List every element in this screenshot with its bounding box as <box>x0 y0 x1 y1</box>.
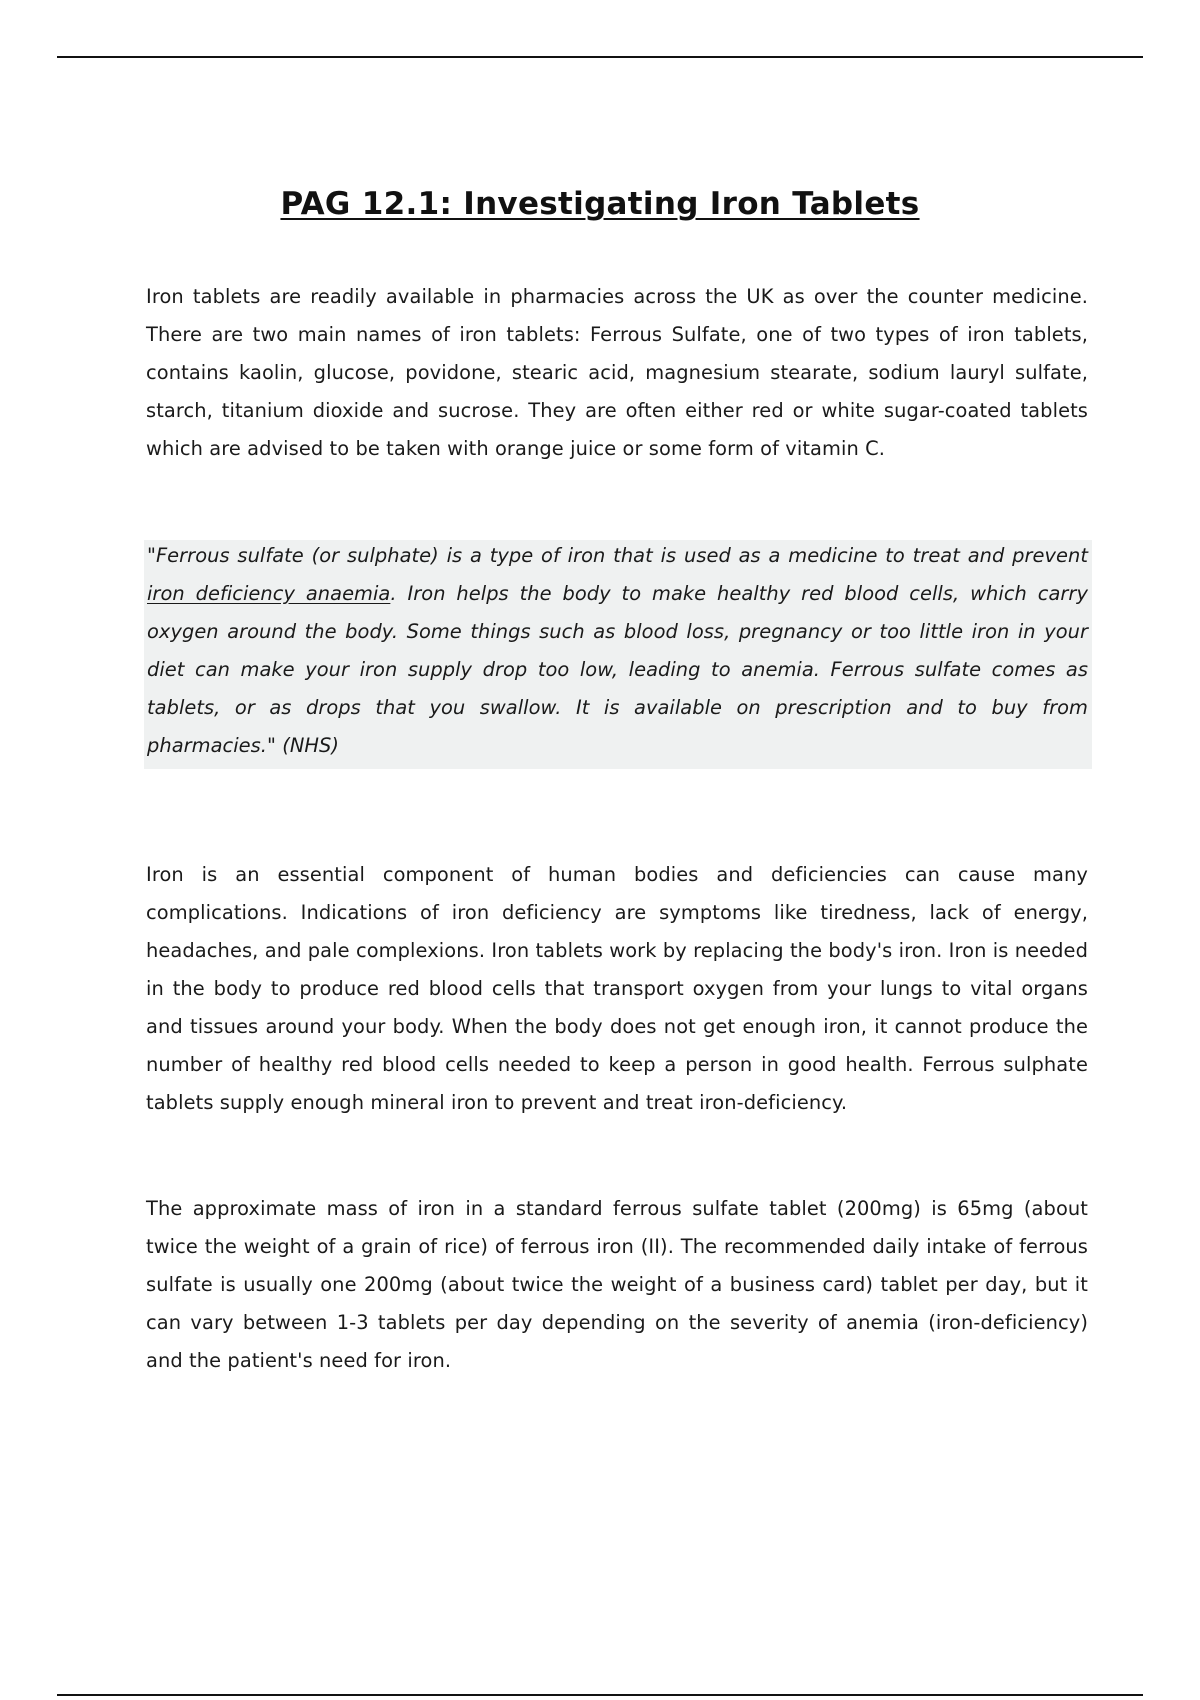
quote-text-start: "Ferrous sulfate (or sulphate) is a type of iron that is used as a medicine to treat and prevent <box>147 544 1088 567</box>
bottom-rule <box>57 1694 1143 1696</box>
intro-paragraph: Iron tablets are readily available in pharmacies across the UK as over the counter medicine. There are two main names of iron tablets: Ferrous Sulfate, one of two types of iron tablets, contains kaolin, glucose, povidone, stearic acid, magnesium stearate, sodium lauryl sulfate, starch, titanium dioxide and sucrose. They are often either red or white sugar-coated tablets which are advised to be taken with orange juice or some form of vitamin C. <box>146 285 1088 460</box>
iron-deficiency-paragraph: Iron is an essential component of human bodies and deficiencies can cause many complications. Indications of iron deficiency are symptoms like tiredness, lack of energy, headaches, and pale complexions. Iron tablets work by replacing the body's iron. Iron is needed in the body to produce red blood cells that transport oxygen from your lungs to vital organs and tissues around your body. When the body does not get enough iron, it cannot produce the number of healthy red blood cells needed to keep a person in good health. Ferrous sulphate tablets supply enough mineral iron to prevent and treat iron-deficiency. <box>146 863 1088 1114</box>
top-rule <box>57 56 1143 58</box>
nhs-quote <box>147 537 1088 765</box>
quote-text-end: . Iron helps the body to make healthy red blood cells, which carry oxygen around the body. Some things such as blood loss, pregnancy or too little iron in your diet can make your iron supply drop too low, leading to anemia. Ferrous sulfate comes as tablets, or as drops that you swallow. It is available on prescription and to buy from pharmacies." (NHS) <box>147 582 1088 757</box>
iron-deficiency-anaemia-link[interactable]: iron deficiency anaemia <box>147 582 391 605</box>
dosage-paragraph: The approximate mass of iron in a standard ferrous sulfate tablet (200mg) is 65mg (about twice the weight of a grain of rice) of ferrous iron (II). The recommended daily intake of ferrous sulfate is usually one 200mg (about twice the weight of a business card) tablet per day, but it can vary between 1-3 tablets per day depending on the severity of anemia (iron-deficiency) and the patient's need for iron. <box>146 1197 1088 1372</box>
page-title: PAG 12.1: Investigating Iron Tablets <box>280 185 920 222</box>
